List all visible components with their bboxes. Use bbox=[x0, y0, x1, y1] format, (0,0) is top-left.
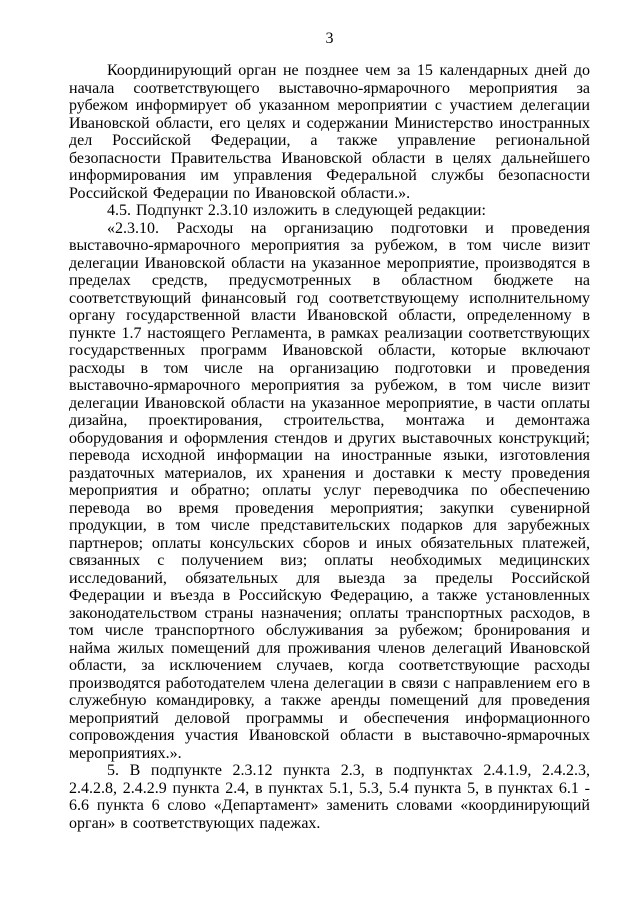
paragraph-subclause-2-3-10: «2.3.10. Расходы на организацию подготовки и проведения выставочно-ярмарочного мероприятия за рубежом, в том числе визит делегации Ивановской области на указанное мероприятие, производятся в пределах средств, предусмотренных в областном бюджете на соответствующий финансовый год соответствующему исполнительному органу государственной власти Ивановской области, определенному в пункте 1.7 настоящего Регламента, в рамках реализации соответствующих государственных программ Ивановской области, которые включают расходы в том числе на организацию подготовки и проведения выставочно-ярмарочного мероприятия за рубежом, в том числе визит делегации Ивановской области на указанное мероприятие, в части оплаты дизайна, проектирования, строительства, монтажа и демонтажа оборудования и оформления стендов и других выставочных конструкций; перевода исходной информации на иностранные языки, изготовления раздаточных материалов, их хранения и доставки к месту проведения мероприятия и обратно; оплаты услуг переводчика по обеспечению перевода во время проведения мероприятия; закупки сувенирной продукции, в том числе представительских подарков для зарубежных партнеров; оплаты консульских сборов и иных обязательных платежей, связанных с получением виз; оплаты необходимых медицинских исследований, обязательных для выезда за пределы Российской Федерации и въезда в Российскую Федерацию, а также установленных законодательством страны назначения; оплаты транспортных расходов, в том числе транспортного обслуживания за рубежом; бронирования и найма жилых помещений для проживания членов делегаций Ивановской области, за исключением случаев, когда соответствующие расходы производятся работодателем члена делегации в связи с направлением его в служебную командировку, а также аренды помещений для проведения мероприятий деловой программы и обеспечения информационного сопровождения участия Ивановской области в выставочно-ярмарочных мероприятиях.». bbox=[69, 219, 590, 762]
paragraph-clause-5: 5. В подпункте 2.3.12 пункта 2.3, в подпунктах 2.4.1.9, 2.4.2.3, 2.4.2.8, 2.4.2.9 пункта 2.4, в пунктах 5.1, 5.3, 5.4 пункта 5, в пунктах 6.1 - 6.6 пункта 6 слово «Департамент» заменить словами «координирующий орган» в соответствующих падежах. bbox=[69, 762, 590, 832]
paragraph-clause-4-5: 4.5. Подпункт 2.3.10 изложить в следующей редакции: bbox=[107, 202, 486, 219]
page-number: 3 bbox=[325, 30, 334, 47]
document-body bbox=[69, 62, 590, 832]
paragraph-coordinating-body-notice: Координирующий орган не позднее чем за 15 календарных дней до начала соответствующего выставочно-ярмарочного мероприятия за рубежом информирует об указанном мероприятии с участием делегации Ивановской области, его целях и содержании Министерство иностранных дел Российской Федерации, а также управление региональной безопасности Правительства Ивановской области в целях дальнейшего информирования им управления Федеральной службы безопасности Российской Федерации по Ивановской области.». bbox=[69, 62, 590, 202]
